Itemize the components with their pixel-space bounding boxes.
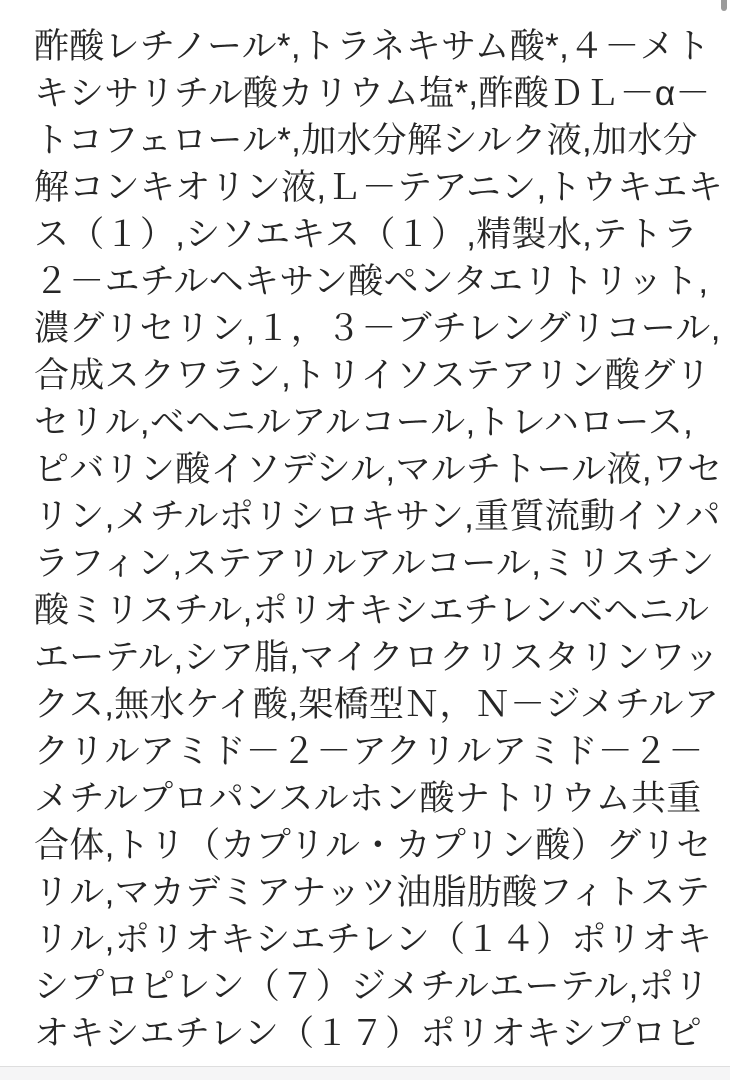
ingredient-text-line: ピバリン酸イソデシル,マルチトール液,ワセ: [34, 450, 723, 489]
ingredient-text-line: 解コンキオリン液,Ｌ－テアニン,トウキエキ: [34, 168, 723, 207]
ingredient-text-line: ス（１）,シソエキス（１）,精製水,テトラ: [34, 215, 699, 254]
ingredient-text-line: リル,ポリオキシエチレン（１４）ポリオキ: [34, 920, 713, 959]
ingredient-text-line: エーテル,シア脂,マイクロクリスタリンワッ: [34, 638, 720, 677]
ingredient-text-line: リン,メチルポリシロキサン,重質流動イソパ: [34, 497, 721, 536]
ingredient-text-line: 合成スクワラン,トリイソステアリン酸グリ: [34, 356, 711, 395]
ingredient-text-line: クス,無水ケイ酸,架橋型Ｎ，Ｎ－ジメチルア: [34, 685, 720, 724]
ingredient-text-line: 濃グリセリン,１，３－ブチレングリコール,: [34, 309, 721, 348]
ingredients-text: [34, 23, 723, 1057]
ingredient-text-line: 合体,トリ（カプリル・カプリン酸）グリセ: [34, 826, 712, 865]
ingredient-text-line: ラフィン,ステアリルアルコール,ミリスチン: [34, 544, 715, 583]
ingredient-text-line: 酸ミリスチル,ポリオキシエチレンベヘニル: [34, 591, 710, 630]
ingredient-text-line: オキシエチレン（１７）ポリオキシプロピ: [34, 1014, 703, 1053]
ingredient-text-line: キシサリチル酸カリウム塩*,酢酸ＤＬ－α－: [34, 74, 711, 113]
ingredient-text-line: 酢酸レチノール*,トラネキサム酸*,４－メト: [34, 27, 711, 66]
ingredient-text-line: セリル,ベヘニルアルコール,トレハロース,: [34, 403, 694, 442]
ingredient-text-line: クリルアミド－２－アクリルアミド－２－: [34, 732, 704, 771]
ingredient-text-line: トコフェロール*,加水分解シルク液,加水分: [34, 121, 698, 160]
ingredient-text-line: シプロピレン（７）ジメチルエーテル,ポリ: [34, 967, 710, 1006]
ingredient-text-line: ２－エチルヘキサン酸ペンタエリトリット,: [34, 262, 709, 301]
ingredient-text-line: メチルプロパンスルホン酸ナトリウム共重: [34, 779, 702, 818]
bottom-panel: [0, 1067, 730, 1080]
ingredient-text-line: リル,マカデミアナッツ油脂肪酸フィトステ: [34, 873, 711, 912]
scrollbar-thumb[interactable]: [721, 0, 727, 11]
